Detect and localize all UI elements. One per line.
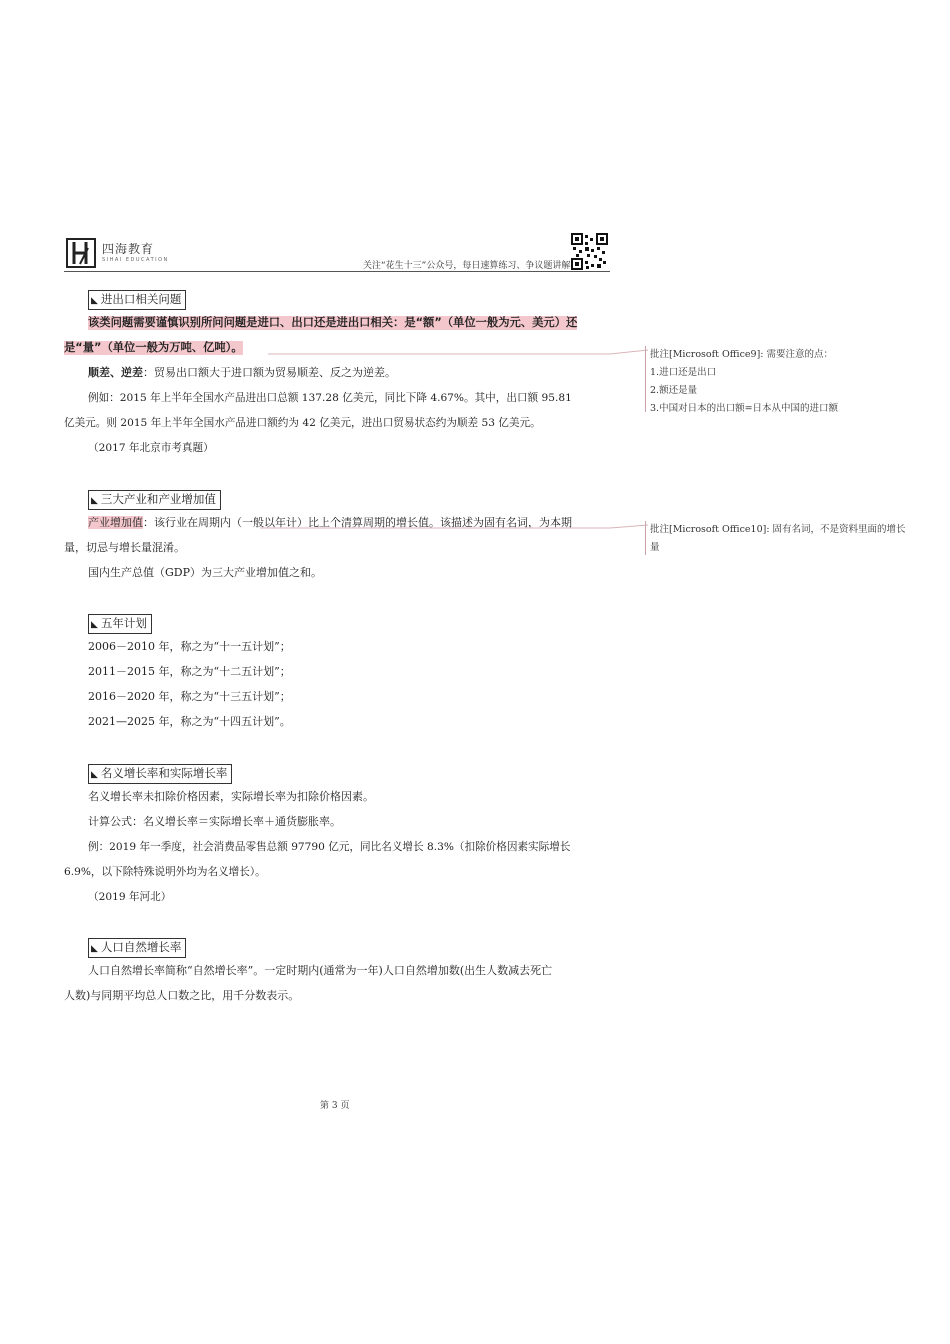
comment-2-bar	[645, 521, 646, 555]
comment-2-line-2: 量	[650, 542, 660, 553]
comment-1-line-1: 1.进口还是出口	[650, 367, 717, 378]
section-title-growth: ◣ 名义增长率和实际增长率	[88, 764, 232, 784]
section-title-trade: ◣ 进出口相关问题	[88, 290, 186, 310]
plan-line-1: 2006－2010 年，称之为“十一五计划”；	[88, 640, 291, 653]
header-note: 关注“花生十三”公众号，每日速算练习、争议题讲解	[363, 261, 571, 271]
logo-icon	[66, 238, 96, 268]
arrow-marker-icon: ◣	[91, 296, 98, 306]
arrow-marker-icon: ◣	[91, 770, 98, 780]
section-title-industry: ◣ 三大产业和产业增加值	[88, 490, 221, 510]
growth-para-1: 名义增长率未扣除价格因素，实际增长率为扣除价格因素。	[88, 790, 374, 803]
trade-para-1a: 该类问题需要谨慎识别所问问题是进口、出口还是进出口相关：是“额”（单位一般为元、美元）还	[88, 316, 578, 329]
arrow-marker-icon: ◣	[91, 496, 98, 506]
section-title-plan: ◣ 五年计划	[88, 614, 152, 634]
plan-line-3: 2016－2020 年，称之为“十三五计划”；	[88, 690, 291, 703]
comment-1-bar	[645, 346, 646, 412]
population-para-1b: 人数)与同期平均总人口数之比，用千分数表示。	[64, 989, 300, 1002]
growth-example-a: 例：2019 年一季度，社会消费品零售总额 97790 亿元，同比名义增长 8.3%（扣除价格因素实际增长	[88, 841, 571, 853]
trade-para-2: 顺差、逆差：贸易出口额大于进口额为贸易顺差、反之为逆差。	[88, 366, 396, 379]
header-divider	[64, 271, 610, 272]
plan-line-4: 2021—2025 年，称之为“十四五计划”。	[88, 715, 291, 728]
industry-para-1b: 量，切忌与增长量混淆。	[64, 541, 185, 554]
qr-code-icon	[571, 233, 608, 270]
comment-1-line-3: 3.中国对日本的出口额=日本从中国的进口额	[650, 403, 839, 414]
page-number: 第 3 页	[320, 1101, 350, 1111]
growth-example-b: 6.9%，以下除特殊说明外均为名义增长）。	[64, 866, 266, 878]
comment-2-head: 批注[Microsoft Office10]: 固有名词，不是资料里面的增长	[650, 524, 906, 535]
industry-para-1: 产业增加值：该行业在周期内（一般以年计）比上个清算周期的增长值。该描述为固有名词，为本期	[88, 516, 572, 529]
trade-source: （2017 年北京市考真题）	[88, 442, 214, 454]
comment-1-head: 批注[Microsoft Office9]: 需要注意的点：	[650, 349, 833, 360]
growth-para-2: 计算公式：名义增长率＝实际增长率＋通货膨胀率。	[88, 815, 341, 828]
arrow-marker-icon: ◣	[91, 944, 98, 954]
industry-para-2: 国内生产总值（GDP）为三大产业增加值之和。	[88, 566, 323, 579]
logo-text: 四海教育	[102, 242, 155, 256]
comment-1-line-2: 2.额还是量	[650, 385, 698, 396]
growth-source: （2019 年河北）	[88, 891, 172, 903]
section-title-population: ◣ 人口自然增长率	[88, 938, 186, 958]
trade-example-b: 亿美元。则 2015 年上半年全国水产品进口额约为 42 亿美元，进出口贸易状态约为顺差 53 亿美元。	[64, 417, 541, 429]
trade-para-1b: 是“量”（单位一般为万吨、亿吨）。	[64, 341, 243, 354]
logo-subtitle: SIHAI EDUCATION	[102, 257, 169, 263]
population-para-1a: 人口自然增长率简称“自然增长率”。一定时期内(通常为一年)人口自然增加数(出生人数减去死亡	[88, 964, 553, 977]
comment-connectors	[260, 330, 650, 560]
plan-line-2: 2011－2015 年，称之为“十二五计划”；	[88, 665, 291, 678]
arrow-marker-icon: ◣	[91, 620, 98, 630]
trade-example-a: 例如：2015 年上半年全国水产品进出口总额 137.28 亿美元，同比下降 4.67%。其中，出口额 95.81	[88, 392, 572, 404]
